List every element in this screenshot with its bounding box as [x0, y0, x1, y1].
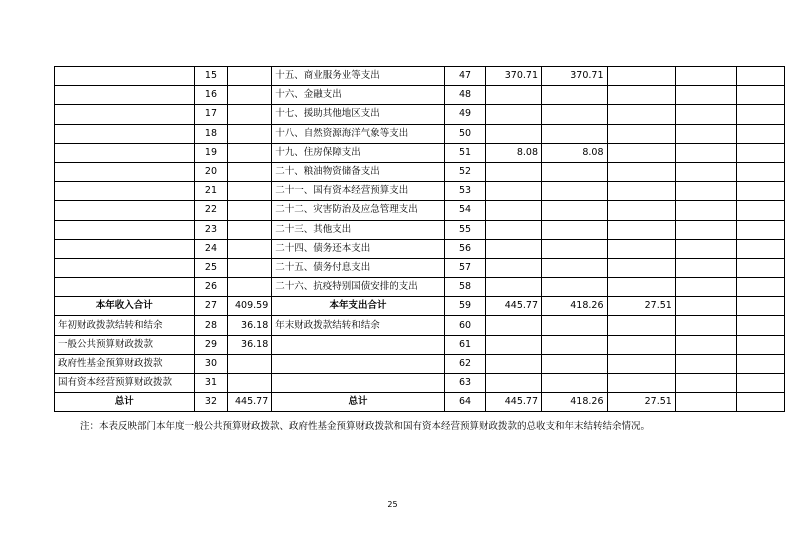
- general-budget-cell: 370.71: [542, 67, 607, 86]
- income-amount-cell: [228, 182, 272, 201]
- income-row-number-cell: 20: [194, 162, 228, 181]
- fund-budget-cell: [607, 201, 675, 220]
- income-amount-cell: [228, 162, 272, 181]
- expense-item-cell: 二十四、债务还本支出: [272, 239, 445, 258]
- income-amount-cell: 36.18: [228, 316, 272, 335]
- table-row: [55, 86, 785, 105]
- extra-cell: [736, 105, 784, 124]
- state-capital-budget-cell: [675, 105, 736, 124]
- income-item-cell: 一般公共预算财政拨款: [55, 335, 195, 354]
- table-row: [55, 335, 785, 354]
- income-row-number-cell: 32: [194, 393, 228, 412]
- expense-row-number-cell: 51: [444, 143, 486, 162]
- table-row: [55, 201, 785, 220]
- fund-budget-cell: [607, 374, 675, 393]
- expense-item-cell: [272, 354, 445, 373]
- state-capital-budget-cell: [675, 258, 736, 277]
- table-row: [55, 239, 785, 258]
- table-row: [55, 124, 785, 143]
- table-row: [55, 105, 785, 124]
- fund-budget-cell: [607, 86, 675, 105]
- income-row-number-cell: 18: [194, 124, 228, 143]
- table-row: [55, 182, 785, 201]
- expense-item-cell: 本年支出合计: [272, 297, 445, 316]
- general-budget-cell: 418.26: [542, 393, 607, 412]
- expense-total-cell: [486, 162, 542, 181]
- table-row: [55, 374, 785, 393]
- table-row: [55, 297, 785, 316]
- income-amount-cell: [228, 374, 272, 393]
- fund-budget-cell: 27.51: [607, 297, 675, 316]
- state-capital-budget-cell: [675, 162, 736, 181]
- income-amount-cell: [228, 105, 272, 124]
- extra-cell: [736, 220, 784, 239]
- income-item-cell: [55, 182, 195, 201]
- expense-total-cell: [486, 258, 542, 277]
- income-row-number-cell: 28: [194, 316, 228, 335]
- income-amount-cell: [228, 220, 272, 239]
- expense-total-cell: [486, 124, 542, 143]
- income-row-number-cell: 15: [194, 67, 228, 86]
- expense-row-number-cell: 55: [444, 220, 486, 239]
- extra-cell: [736, 201, 784, 220]
- income-amount-cell: 409.59: [228, 297, 272, 316]
- expense-row-number-cell: 57: [444, 258, 486, 277]
- expense-total-cell: 445.77: [486, 393, 542, 412]
- general-budget-cell: [542, 354, 607, 373]
- income-amount-cell: 445.77: [228, 393, 272, 412]
- income-row-number-cell: 25: [194, 258, 228, 277]
- expense-total-cell: 8.08: [486, 143, 542, 162]
- state-capital-budget-cell: [675, 201, 736, 220]
- expense-item-cell: 二十一、国有资本经营预算支出: [272, 182, 445, 201]
- income-row-number-cell: 23: [194, 220, 228, 239]
- general-budget-cell: [542, 220, 607, 239]
- extra-cell: [736, 393, 784, 412]
- income-amount-cell: [228, 278, 272, 297]
- income-item-cell: 年初财政拨款结转和结余: [55, 316, 195, 335]
- state-capital-budget-cell: [675, 239, 736, 258]
- expense-item-cell: 十七、援助其他地区支出: [272, 105, 445, 124]
- table-row: [55, 278, 785, 297]
- state-capital-budget-cell: [675, 278, 736, 297]
- extra-cell: [736, 67, 784, 86]
- table-row: [55, 220, 785, 239]
- general-budget-cell: 418.26: [542, 297, 607, 316]
- income-amount-cell: [228, 86, 272, 105]
- expense-total-cell: [486, 374, 542, 393]
- income-amount-cell: [228, 239, 272, 258]
- expense-total-cell: [486, 316, 542, 335]
- expense-item-cell: 二十、粮油物资储备支出: [272, 162, 445, 181]
- table-row: [55, 354, 785, 373]
- income-amount-cell: [228, 354, 272, 373]
- fund-budget-cell: [607, 124, 675, 143]
- fund-budget-cell: [607, 316, 675, 335]
- fund-budget-cell: [607, 220, 675, 239]
- state-capital-budget-cell: [675, 182, 736, 201]
- income-item-cell: [55, 105, 195, 124]
- state-capital-budget-cell: [675, 124, 736, 143]
- expense-total-cell: [486, 354, 542, 373]
- expense-total-cell: [486, 335, 542, 354]
- expense-total-cell: [486, 201, 542, 220]
- income-item-cell: [55, 220, 195, 239]
- expense-row-number-cell: 60: [444, 316, 486, 335]
- income-item-cell: [55, 278, 195, 297]
- expense-row-number-cell: 63: [444, 374, 486, 393]
- income-row-number-cell: 24: [194, 239, 228, 258]
- income-item-cell: [55, 124, 195, 143]
- expense-item-cell: 年末财政拨款结转和结余: [272, 316, 445, 335]
- expense-row-number-cell: 49: [444, 105, 486, 124]
- state-capital-budget-cell: [675, 316, 736, 335]
- fund-budget-cell: [607, 182, 675, 201]
- extra-cell: [736, 258, 784, 277]
- general-budget-cell: 8.08: [542, 143, 607, 162]
- table-row: [55, 67, 785, 86]
- expense-row-number-cell: 56: [444, 239, 486, 258]
- expense-item-cell: [272, 335, 445, 354]
- fund-budget-cell: [607, 143, 675, 162]
- state-capital-budget-cell: [675, 297, 736, 316]
- general-budget-cell: [542, 335, 607, 354]
- general-budget-cell: [542, 201, 607, 220]
- income-item-cell: 本年收入合计: [55, 297, 195, 316]
- income-amount-cell: [228, 124, 272, 143]
- income-item-cell: 国有资本经营预算财政拨款: [55, 374, 195, 393]
- extra-cell: [736, 86, 784, 105]
- fund-budget-cell: [607, 278, 675, 297]
- fund-budget-cell: [607, 354, 675, 373]
- fund-budget-cell: 27.51: [607, 393, 675, 412]
- extra-cell: [736, 182, 784, 201]
- budget-table: [54, 66, 785, 412]
- income-row-number-cell: 16: [194, 86, 228, 105]
- extra-cell: [736, 239, 784, 258]
- income-item-cell: 总计: [55, 393, 195, 412]
- income-amount-cell: 36.18: [228, 335, 272, 354]
- extra-cell: [736, 316, 784, 335]
- table-row: [55, 258, 785, 277]
- expense-row-number-cell: 59: [444, 297, 486, 316]
- income-row-number-cell: 29: [194, 335, 228, 354]
- expense-total-cell: 445.77: [486, 297, 542, 316]
- table-row: [55, 393, 785, 412]
- income-amount-cell: [228, 258, 272, 277]
- fund-budget-cell: [607, 162, 675, 181]
- income-row-number-cell: 22: [194, 201, 228, 220]
- fund-budget-cell: [607, 335, 675, 354]
- extra-cell: [736, 143, 784, 162]
- general-budget-cell: [542, 105, 607, 124]
- extra-cell: [736, 335, 784, 354]
- income-amount-cell: [228, 67, 272, 86]
- expense-item-cell: 十五、商业服务业等支出: [272, 67, 445, 86]
- expense-item-cell: 总计: [272, 393, 445, 412]
- general-budget-cell: [542, 162, 607, 181]
- expense-item-cell: 二十三、其他支出: [272, 220, 445, 239]
- state-capital-budget-cell: [675, 220, 736, 239]
- expense-row-number-cell: 61: [444, 335, 486, 354]
- table-row: [55, 316, 785, 335]
- income-item-cell: [55, 201, 195, 220]
- income-amount-cell: [228, 201, 272, 220]
- state-capital-budget-cell: [675, 335, 736, 354]
- income-item-cell: [55, 239, 195, 258]
- fund-budget-cell: [607, 67, 675, 86]
- extra-cell: [736, 124, 784, 143]
- expense-total-cell: [486, 278, 542, 297]
- income-row-number-cell: 21: [194, 182, 228, 201]
- expense-row-number-cell: 52: [444, 162, 486, 181]
- extra-cell: [736, 297, 784, 316]
- expense-total-cell: [486, 239, 542, 258]
- fund-budget-cell: [607, 239, 675, 258]
- expense-row-number-cell: 58: [444, 278, 486, 297]
- expense-item-cell: 二十二、灾害防治及应急管理支出: [272, 201, 445, 220]
- expense-total-cell: [486, 182, 542, 201]
- expense-item-cell: 十九、住房保障支出: [272, 143, 445, 162]
- expense-item-cell: 十八、自然资源海洋气象等支出: [272, 124, 445, 143]
- state-capital-budget-cell: [675, 67, 736, 86]
- income-item-cell: [55, 86, 195, 105]
- fund-budget-cell: [607, 258, 675, 277]
- general-budget-cell: [542, 316, 607, 335]
- table-row: [55, 162, 785, 181]
- state-capital-budget-cell: [675, 393, 736, 412]
- general-budget-cell: [542, 239, 607, 258]
- general-budget-cell: [542, 278, 607, 297]
- income-item-cell: [55, 258, 195, 277]
- state-capital-budget-cell: [675, 374, 736, 393]
- expense-row-number-cell: 53: [444, 182, 486, 201]
- general-budget-cell: [542, 182, 607, 201]
- expense-total-cell: [486, 105, 542, 124]
- expense-item-cell: [272, 374, 445, 393]
- extra-cell: [736, 162, 784, 181]
- income-item-cell: [55, 162, 195, 181]
- general-budget-cell: [542, 124, 607, 143]
- state-capital-budget-cell: [675, 86, 736, 105]
- page-number: 25: [387, 500, 398, 509]
- income-row-number-cell: 27: [194, 297, 228, 316]
- extra-cell: [736, 374, 784, 393]
- extra-cell: [736, 354, 784, 373]
- income-item-cell: [55, 143, 195, 162]
- expense-total-cell: [486, 220, 542, 239]
- expense-row-number-cell: 50: [444, 124, 486, 143]
- expense-item-cell: 十六、金融支出: [272, 86, 445, 105]
- income-row-number-cell: 26: [194, 278, 228, 297]
- income-item-cell: 政府性基金预算财政拨款: [55, 354, 195, 373]
- table-row: [55, 143, 785, 162]
- expense-total-cell: [486, 86, 542, 105]
- extra-cell: [736, 278, 784, 297]
- state-capital-budget-cell: [675, 354, 736, 373]
- income-item-cell: [55, 67, 195, 86]
- expense-item-cell: 二十五、债务付息支出: [272, 258, 445, 277]
- income-row-number-cell: 19: [194, 143, 228, 162]
- general-budget-cell: [542, 86, 607, 105]
- state-capital-budget-cell: [675, 143, 736, 162]
- expense-item-cell: 二十六、抗疫特别国债安排的支出: [272, 278, 445, 297]
- expense-total-cell: 370.71: [486, 67, 542, 86]
- income-row-number-cell: 31: [194, 374, 228, 393]
- income-amount-cell: [228, 143, 272, 162]
- income-row-number-cell: 17: [194, 105, 228, 124]
- expense-row-number-cell: 64: [444, 393, 486, 412]
- expense-row-number-cell: 54: [444, 201, 486, 220]
- table-note: 注：本表反映部门本年度一般公共预算财政拨款、政府性基金预算财政拨款和国有资本经营预算财政拨款的总收支和年末结转结余情况。: [80, 421, 651, 432]
- expense-row-number-cell: 47: [444, 67, 486, 86]
- income-row-number-cell: 30: [194, 354, 228, 373]
- expense-row-number-cell: 62: [444, 354, 486, 373]
- expense-row-number-cell: 48: [444, 86, 486, 105]
- general-budget-cell: [542, 374, 607, 393]
- general-budget-cell: [542, 258, 607, 277]
- fund-budget-cell: [607, 105, 675, 124]
